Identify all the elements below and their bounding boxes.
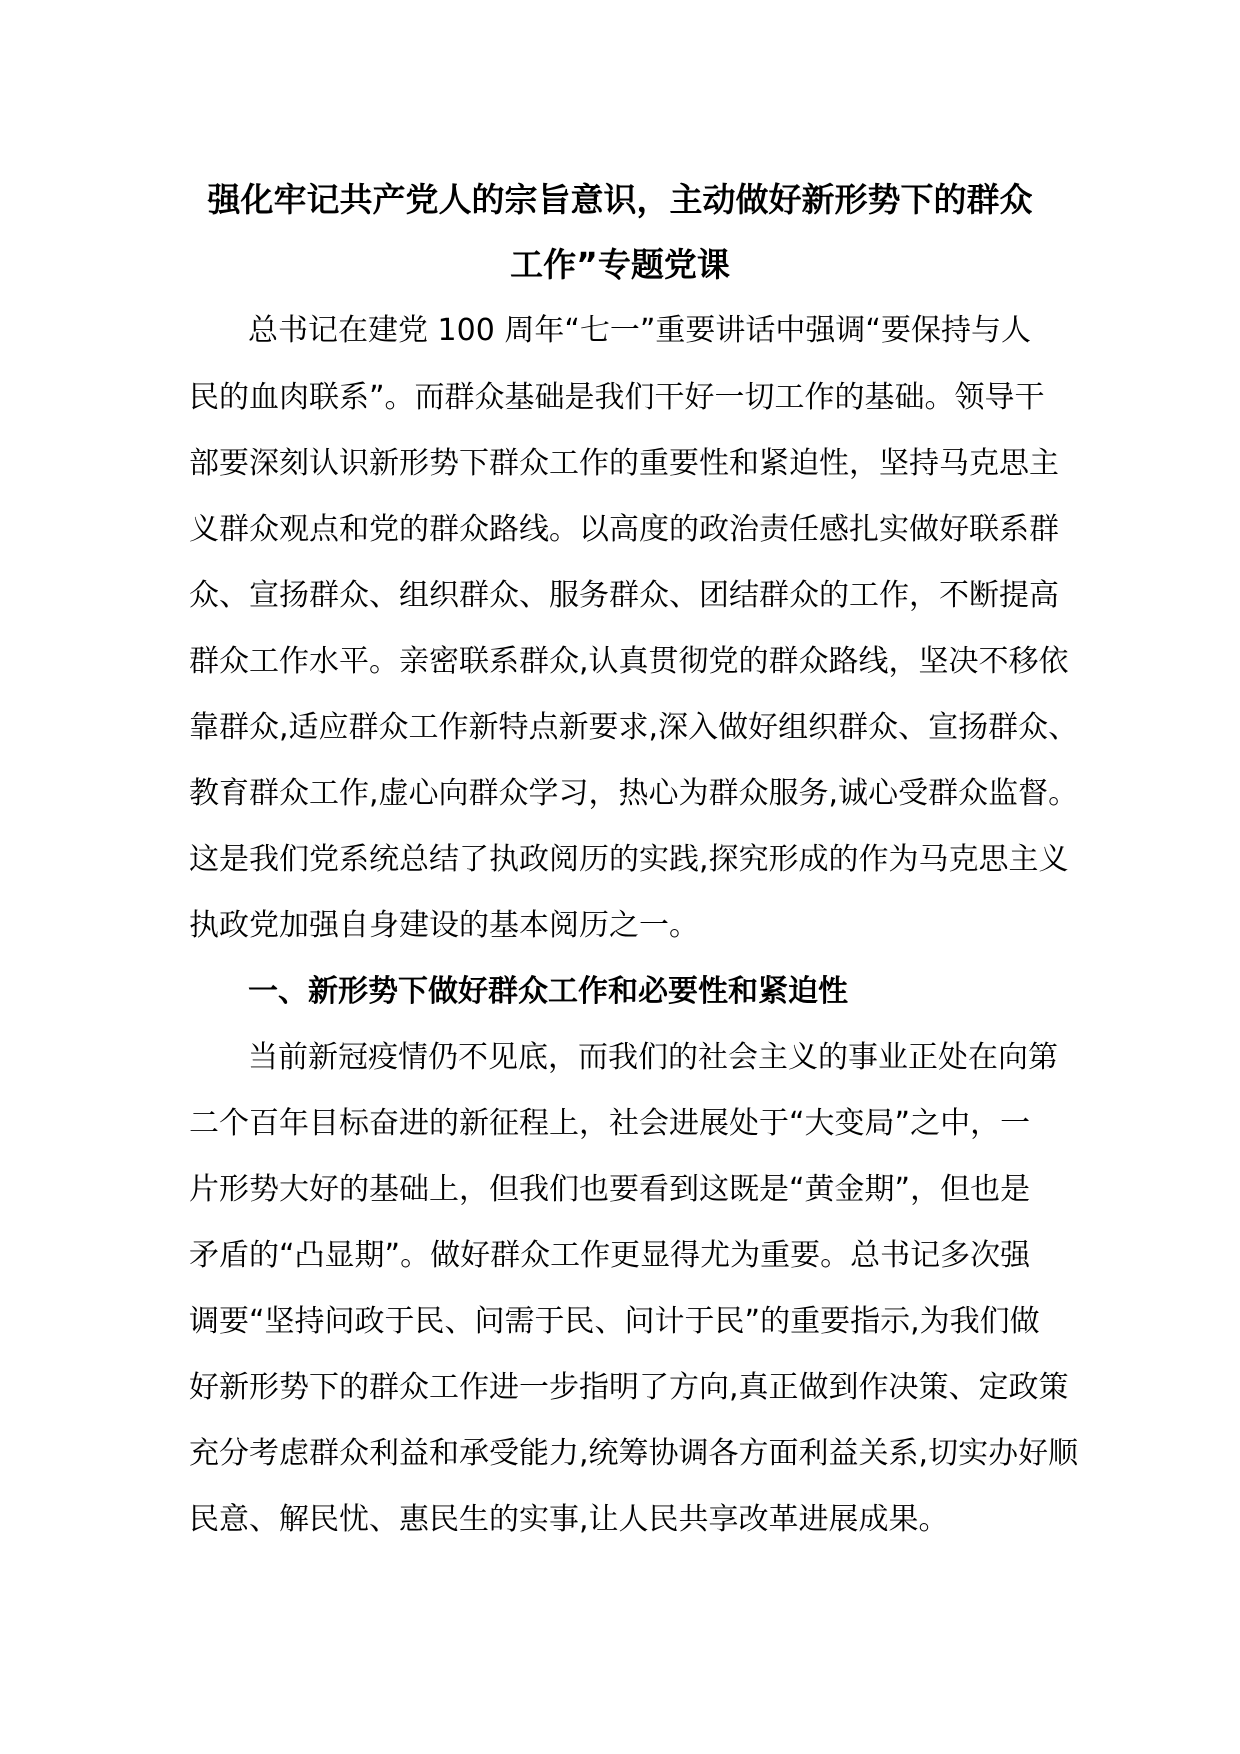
paragraph-1-line-2: 民的血肉联系”。而群众基础是我们干好一切工作的基础。领导干: [189, 380, 1045, 415]
paragraph-1-line-4: 义群众观点和党的群众路线。以高度的政治责任感扎实做好联系群: [189, 512, 1059, 547]
paragraph-2-line-7: 充分考虑群众利益和承受能力,统筹协调各方面利益关系,切实办好顺: [189, 1436, 1079, 1471]
paragraph-1-line-10: 执政党加强自身建设的基本阅历之一。: [189, 908, 699, 943]
paragraph-2-line-5: 调要“坚持问政于民、问需于民、问计于民”的重要指示,为我们做: [189, 1304, 1040, 1339]
paragraph-2-line-6: 好新形势下的群众工作进一步指明了方向,真正做到作决策、定政策: [189, 1370, 1069, 1405]
paragraph-2-line-3: 片形势大好的基础上，但我们也要看到这既是“黄金期”，但也是: [189, 1172, 1031, 1207]
paragraph-2-line-4: 矛盾的“凸显期”。做好群众工作更显得尤为重要。总书记多次强: [189, 1238, 1031, 1273]
paragraph-2-line-2: 二个百年目标奋进的新征程上，社会进展处于“大变局”之中，一: [189, 1106, 1031, 1141]
title-line-2: 工作”专题党课: [510, 245, 730, 284]
paragraph-1-line-7: 靠群众,适应群众工作新特点新要求,深入做好组织群众、宣扬群众、: [189, 710, 1079, 745]
paragraph-1-line-3: 部要深刻认识新形势下群众工作的重要性和紧迫性，坚持马克思主: [189, 446, 1059, 481]
title-line-1: 强化牢记共产党人的宗旨意识，主动做好新形势下的群众: [207, 180, 1033, 219]
paragraph-2-line-8: 民意、解民忧、惠民生的实事,让人民共享改革进展成果。: [189, 1502, 949, 1537]
section-1-heading: 一、新形势下做好群众工作和必要性和紧迫性: [248, 974, 848, 1009]
paragraph-1-line-6: 群众工作水平。亲密联系群众,认真贯彻党的群众路线，坚决不移依: [189, 644, 1069, 679]
paragraph-2-line-1: 当前新冠疫情仍不见底，而我们的社会主义的事业正处在向第: [248, 1040, 1058, 1075]
paragraph-1-line-5: 众、宣扬群众、组织群众、服务群众、团结群众的工作，不断提高: [189, 578, 1059, 613]
paragraph-1-line-9: 这是我们党系统总结了执政阅历的实践,探究形成的作为马克思主义: [189, 842, 1069, 877]
paragraph-1-line-8: 教育群众工作,虚心向群众学习，热心为群众服务,诚心受群众监督。: [189, 776, 1079, 811]
paragraph-1-line-1: 总书记在建党 100 周年“七一”重要讲话中强调“要保持与人: [248, 313, 1031, 348]
